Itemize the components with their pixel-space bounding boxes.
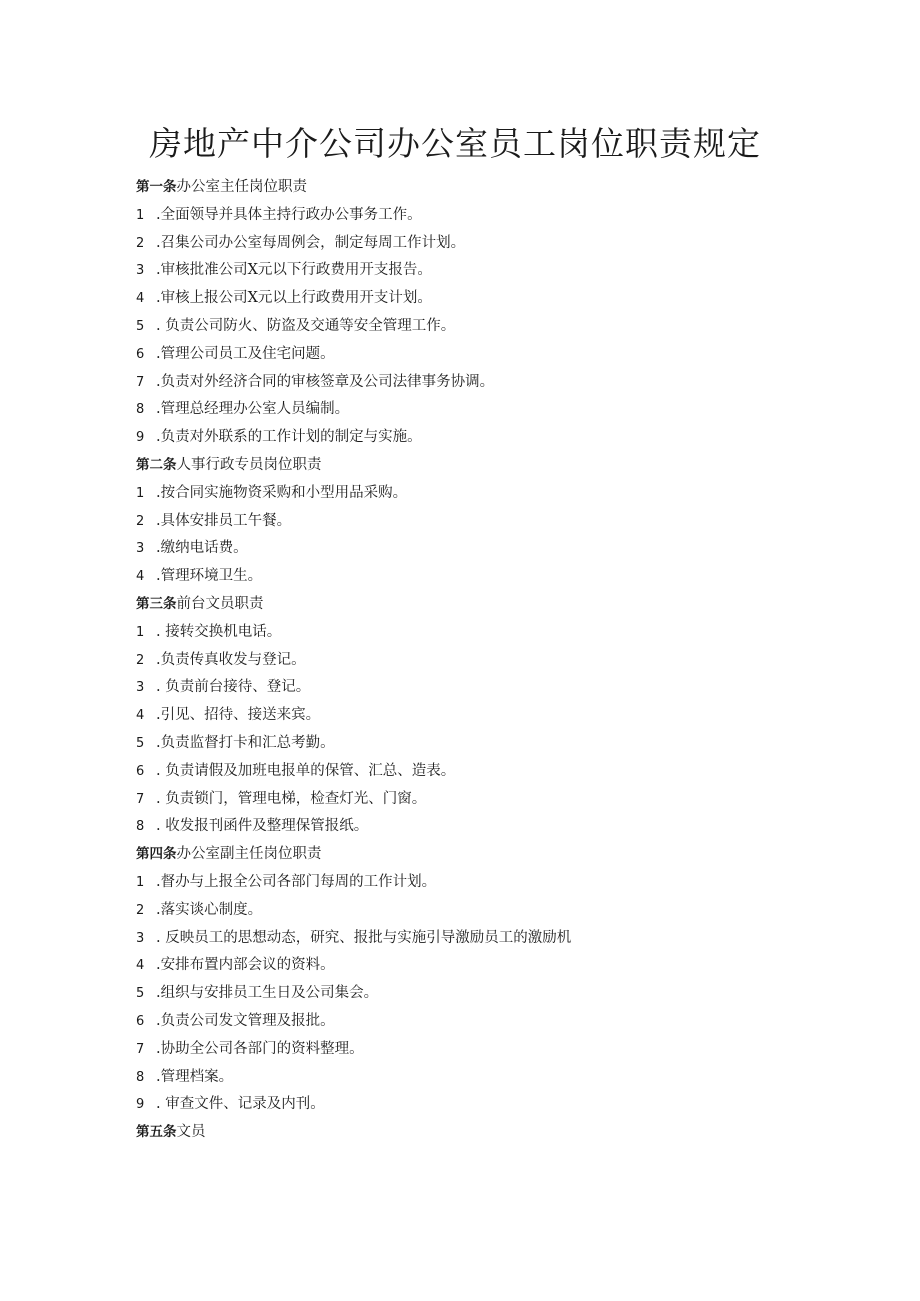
section-title: 文员 [176,1124,206,1141]
item-number: 7 [136,374,145,390]
section-number: 第一条 [136,179,177,195]
list-item [136,647,836,675]
item-text: .召集公司办公室每周例会，制定每周工作计划。 [156,234,466,251]
item-text: .负责公司发文管理及报批。 [156,1012,335,1029]
section-number: 第二条 [136,456,177,473]
section-title: 前台文员职责 [176,595,264,612]
item-text: .安排布置内部会议的资料。 [156,957,335,974]
item-number: 6 [136,763,145,779]
item-number: 2 [136,902,145,918]
section-number: 第四条 [136,846,177,863]
item-text: .具体安排员工午餐。 [156,512,292,529]
item-number: 6 [136,1013,145,1029]
list-item [136,619,836,647]
list-item [136,897,836,925]
item-text: .负责对外联系的工作计划的制定与实施。 [156,429,422,446]
item-number: 4 [136,708,145,724]
document-title: 房地产中介公司办公室员工岗位职责规定 [149,124,761,163]
item-number: 4 [136,569,145,585]
item-text: .引见、招待、接送来宾。 [156,707,321,724]
item-text: .管理公司员工及住宅问题。 [156,345,335,362]
item-text: .落实谈心制度。 [156,901,263,918]
item-text: .按合同实施物资采购和小型用品采购。 [156,484,408,501]
item-number: 8 [136,819,145,835]
item-text: . 反映员工的思想动态，研究、报批与实施引导激励员工的激励机 [156,929,572,946]
item-number: 2 [136,235,145,251]
list-item [136,702,836,730]
item-number: 2 [136,513,145,529]
list-item [136,313,836,341]
section-title: 办公室主任岗位职责 [176,179,307,195]
item-text: . 负责锁门，管理电梯，检查灯光、门窗。 [156,790,427,807]
list-item [136,1091,836,1119]
list-item [136,730,836,758]
item-text: . 审查文件、记录及内刊。 [156,1096,325,1113]
item-number: 5 [136,318,145,334]
list-item [136,1008,836,1036]
section-heading [136,841,836,869]
item-number: 7 [136,791,145,807]
item-number: 3 [136,680,145,696]
list-item [136,257,836,285]
item-number: 1 [136,485,145,501]
list-item [136,869,836,897]
document-body [136,174,836,1147]
item-text: .组织与安排员工生日及公司集会。 [156,985,379,1002]
item-text: .督办与上报全公司各部门每周的工作计划。 [156,873,437,890]
list-item [136,952,836,980]
item-text: . 负责前台接待、登记。 [156,679,311,696]
list-item [136,341,836,369]
item-number: 1 [136,874,145,890]
list-item [136,674,836,702]
section-heading [136,591,836,619]
item-number: 4 [136,958,145,974]
item-number: 5 [136,735,145,751]
list-item [136,813,836,841]
item-text: .负责对外经济合同的审核签章及公司法律事务协调。 [156,373,495,390]
item-number: 1 [136,624,145,640]
item-number: 2 [136,652,145,668]
section-heading [136,174,836,202]
item-number: 1 [136,207,145,223]
list-item [136,1036,836,1064]
list-item [136,925,836,953]
list-item [136,424,836,452]
list-item [136,230,836,258]
item-number: 3 [136,263,145,279]
item-number: 9 [136,430,145,446]
item-text: .协助全公司各部门的资料整理。 [156,1040,364,1057]
section-title: 人事行政专员岗位职责 [176,456,322,473]
item-text: .缴纳电话费。 [156,540,248,557]
list-item [136,786,836,814]
list-item [136,508,836,536]
item-text: .负责监督打卡和汇总考勤。 [156,734,335,751]
item-text: .审核批准公司X元以下行政费用开支报告。 [156,262,432,279]
list-item [136,980,836,1008]
item-text: . 负责请假及加班电报单的保管、汇总、造表。 [156,762,456,779]
item-number: 8 [136,1069,145,1085]
item-text: .管理档案。 [156,1068,234,1085]
section-number: 第五条 [136,1124,177,1141]
item-number: 5 [136,986,145,1002]
item-number: 8 [136,402,145,418]
item-text: . 接转交换机电话。 [156,623,282,640]
item-number: 6 [136,346,145,362]
item-number: 3 [136,930,145,946]
section-number: 第三条 [136,595,177,612]
item-text: .管理总经理办公室人员编制。 [156,401,350,418]
list-item [136,535,836,563]
item-text: . 负责公司防火、防盗及交通等安全管理工作。 [156,317,456,334]
list-item [136,480,836,508]
section-heading [136,1119,836,1147]
list-item [136,285,836,313]
item-text: .负责传真收发与登记。 [156,651,306,668]
item-text: . 收发报刊函件及整理保管报纸。 [156,818,369,835]
section-heading [136,452,836,480]
item-text: .管理环境卫生。 [156,568,263,585]
item-text: .审核上报公司X元以上行政费用开支计划。 [156,290,432,307]
list-item [136,563,836,591]
list-item [136,202,836,230]
list-item [136,369,836,397]
item-number: 3 [136,541,145,557]
item-number: 9 [136,1097,145,1113]
item-number: 7 [136,1041,145,1057]
list-item [136,396,836,424]
section-title: 办公室副主任岗位职责 [176,846,322,863]
item-number: 4 [136,291,145,307]
item-text: .全面领导并具体主持行政办公事务工作。 [156,206,422,223]
list-item [136,758,836,786]
list-item [136,1064,836,1092]
